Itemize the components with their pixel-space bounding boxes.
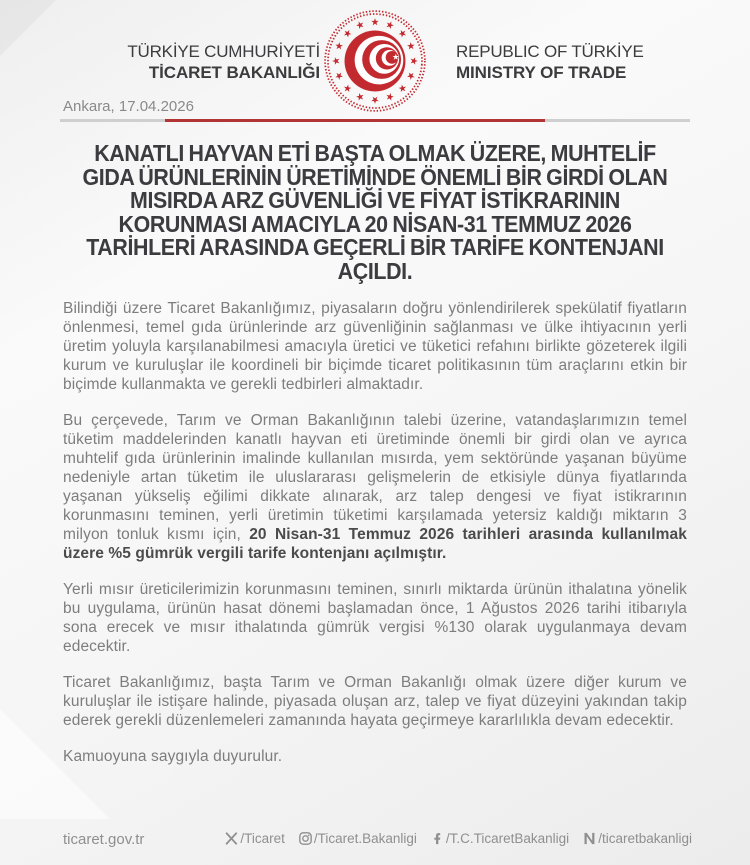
press-release-headline: KANATLI HAYVAN ETİ BAŞTA OLMAK ÜZERE, MUHTELİF GIDA ÜRÜNLERİNİN ÜRETİMİNDE ÖNEMLİ BİR GİRDİ OLAN MISIRDA ARZ GÜVENLİĞİ VE FİYAT İSTİKRARININ KORUNMASI AMACIYLA 20 NİSAN-31 TEMMUZ 2026 TARİHLERİ ARASINDA GEÇERLİ BİR TARİFE KONTENJANI AÇILDI. xyxy=(82,140,668,284)
header-divider-red-accent xyxy=(165,119,545,122)
ministry-name-en-line1: REPUBLIC OF TÜRKİYE xyxy=(456,42,644,61)
paragraph-2-bold-highlight: 20 Nisan-31 Temmuz 2026 tarihleri arasında kullanılmak üzere %5 gümrük vergili tarife kontenjanı açılmıştır. xyxy=(63,526,687,562)
social-links xyxy=(224,831,692,846)
website-link[interactable]: ticaret.gov.tr xyxy=(63,831,145,848)
social-link-x[interactable] xyxy=(224,831,285,846)
social-handle: /Ticaret.Bakanligi xyxy=(313,831,417,846)
paragraph-2-regular: Bu çerçevede, Tarım ve Orman Bakanlığının talebi üzerine, vatandaşlarımızın temel tüketim maddelerinden kanatlı hayvan eti üretiminde önemli bir girdi olan ve ayrıca muhtelif gıda ürünlerinin imalinde kullanılan mısırda, yem sektöründe yaşanan büyüme nedeniyle artan tüketim ile uluslararası gelişmelerin de etkisiyle dünya fiyatlarında yaşanan yükseliş eğilimi dikkate alınarak, arz talep dengesi ve fiyat istikrarının korunmasını teminen, yerli üretimin tüketimi karşılamada yetersiz kaldığı miktarın 3 milyon tonluk kısmı için, xyxy=(63,412,687,543)
press-release-body xyxy=(63,299,687,821)
social-link-instagram[interactable] xyxy=(298,831,417,846)
ministry-name-turkish xyxy=(60,41,320,83)
corner-decoration-top-left xyxy=(0,0,56,56)
x-icon xyxy=(224,831,239,846)
paragraph-1: Bilindiği üzere Ticaret Bakanlığımız, piyasaların doğru yönlendirilerek spekülatif fiyatların önlenmesi, temel gıda ürünlerinde arz güvenliğinin sağlanması ve ülke ihtiyacının yerli üretim yoluyla karşılanabilmesi amacıyla üretici ve tüketici refahını birlikte gözeterek ilgili kurum ve kuruluşlar ile koordineli bir biçimde ticaret politikasının tüm araçlarını etkin bir biçimde kullanmakta ve gerekli tedbirleri almaktadır. xyxy=(63,300,687,393)
social-handle: /Ticaret xyxy=(240,831,285,846)
paragraph-3: Yerli mısır üreticilerimizin korunmasını teminen, sınırlı miktarda ürünün ithalatına yönelik bu uygulama, ürünün hasat dönemi başlamadan önce, 1 Ağustos 2026 tarihi itibarıyla sona erecek ve mısır ithalatında gümrük vergisi %130 olarak uygulanmaya devam edecektir. xyxy=(63,581,687,655)
dateline: Ankara, 17.04.2026 xyxy=(63,98,194,115)
ministry-of-trade-emblem-icon xyxy=(322,8,428,114)
ministry-name-en-line2: MINISTRY OF TRADE xyxy=(456,63,627,82)
paragraph-4: Ticaret Bakanlığımız, başta Tarım ve Orman Bakanlığı olmak üzere diğer kurum ve kuruluşlar ile istişare halinde, piyasada oluşan arz, talep ve fiyat düzeyini yakından takip ederek gerekli düzenlemeleri zamanında hayata geçirmeye kararlılıkla devam edecektir. xyxy=(63,674,687,729)
ministry-name-english xyxy=(456,41,716,83)
nsosyal-icon xyxy=(582,831,597,846)
facebook-icon xyxy=(430,831,445,846)
social-handle: /T.C.TicaretBakanligi xyxy=(445,831,570,846)
closing-line: Kamuoyuna saygıyla duyurulur. xyxy=(63,748,283,765)
ministry-name-tr-line2: TİCARET BAKANLIĞI xyxy=(148,63,320,82)
social-link-nsosyal[interactable] xyxy=(582,831,692,846)
paragraph-2 xyxy=(63,411,687,563)
header-divider xyxy=(60,119,690,122)
ministry-name-tr-line1: TÜRKİYE CUMHURİYETİ xyxy=(127,42,320,61)
social-link-facebook[interactable] xyxy=(430,831,569,846)
social-handle: /ticaretbakanligi xyxy=(598,831,692,846)
instagram-icon xyxy=(298,831,313,846)
